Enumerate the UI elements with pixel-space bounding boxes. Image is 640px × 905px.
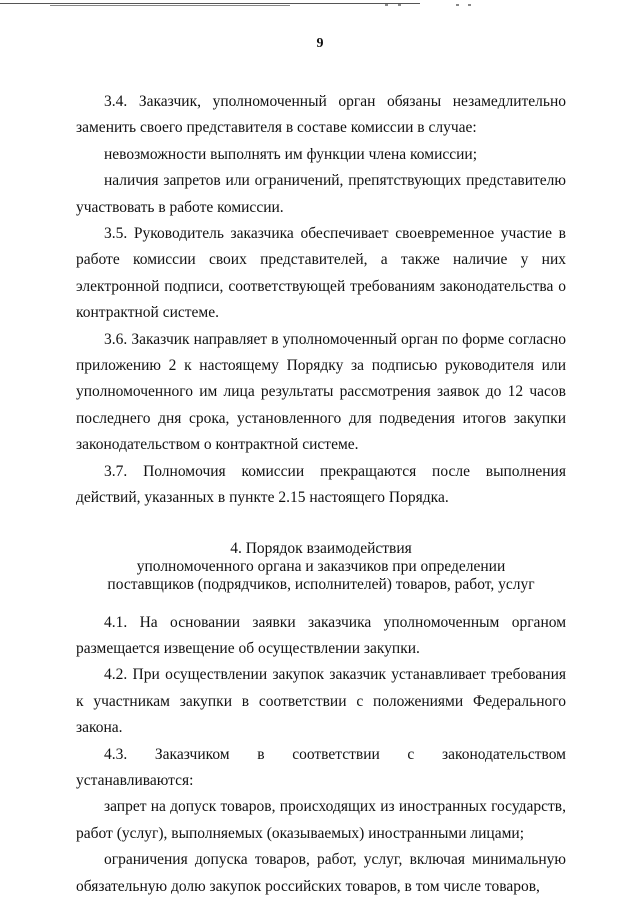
paragraph-3-7: 3.7. Полномочия комиссии прекращаются после выполнения действий, указанных в пункте 2.15 настоящего Порядка. [76, 462, 566, 507]
page-number: 9 [316, 36, 324, 51]
paragraph-4-2: 4.2. При осуществлении закупок заказчик устанавливает требования к участникам закупки в соответствии с положениями Федерального закона. [76, 666, 566, 737]
heading-line: 4. Порядок взаимодействия [230, 539, 412, 557]
paragraph-3-5: 3.5. Руководитель заказчика обеспечивает своевременное участие в работе комиссии своих представителей, а также наличие у них электронной подписи, соответствующей требованиям законодательства о контрактной системе. [76, 225, 566, 322]
list-item-ban: запрет на допуск товаров, происходящих из иностранных государств, работ (услуг), выполняемых (оказываемых) иностранными лицами; [76, 798, 566, 842]
heading-line: поставщиков (подрядчиков, исполнителей) товаров, работ, услуг [107, 575, 535, 593]
section-heading [76, 540, 566, 594]
paragraph-3-4: 3.4. Заказчик, уполномоченный орган обязаны незамедлительно заменить своего представителя в составе комиссии в случае: [76, 93, 566, 137]
document-body [76, 89, 566, 900]
paragraph-4-3: 4.3. Заказчиком в соответствии с законодательством устанавливаются: [76, 745, 566, 789]
scan-artifact-mark [398, 4, 401, 6]
paragraph-4-1: 4.1. На основании заявки заказчика уполномоченным органом размещается извещение об осуществлении закупки. [76, 613, 566, 657]
list-item-restrictions: наличия запретов или ограничений, препятствующих представителю участвовать в работе комиссии. [76, 172, 566, 216]
list-item-inability: невозможности выполнять им функции члена комиссии; [104, 145, 478, 163]
scan-artifact-mark [456, 4, 459, 6]
scan-artifact-line [50, 5, 290, 6]
list-item-limits: ограничения допуска товаров, работ, услуг, включая минимальную обязательную долю закупок российских товаров, в том числе товаров, [76, 851, 566, 895]
scan-artifact-mark [468, 4, 471, 6]
scan-artifact-mark [385, 4, 388, 6]
paragraph-3-6: 3.6. Заказчик направляет в уполномоченный орган по форме согласно приложению 2 к настоящему Порядку за подписью руководителя или уполномоченного им лица результаты рассмотрения заявок до 12 часов последнего дня срока, установленного для подведения итогов закупки законодательством о контрактной системе. [76, 330, 566, 454]
heading-line: уполномоченного органа и заказчиков при определении [136, 557, 506, 575]
scan-artifact-line [0, 3, 420, 4]
